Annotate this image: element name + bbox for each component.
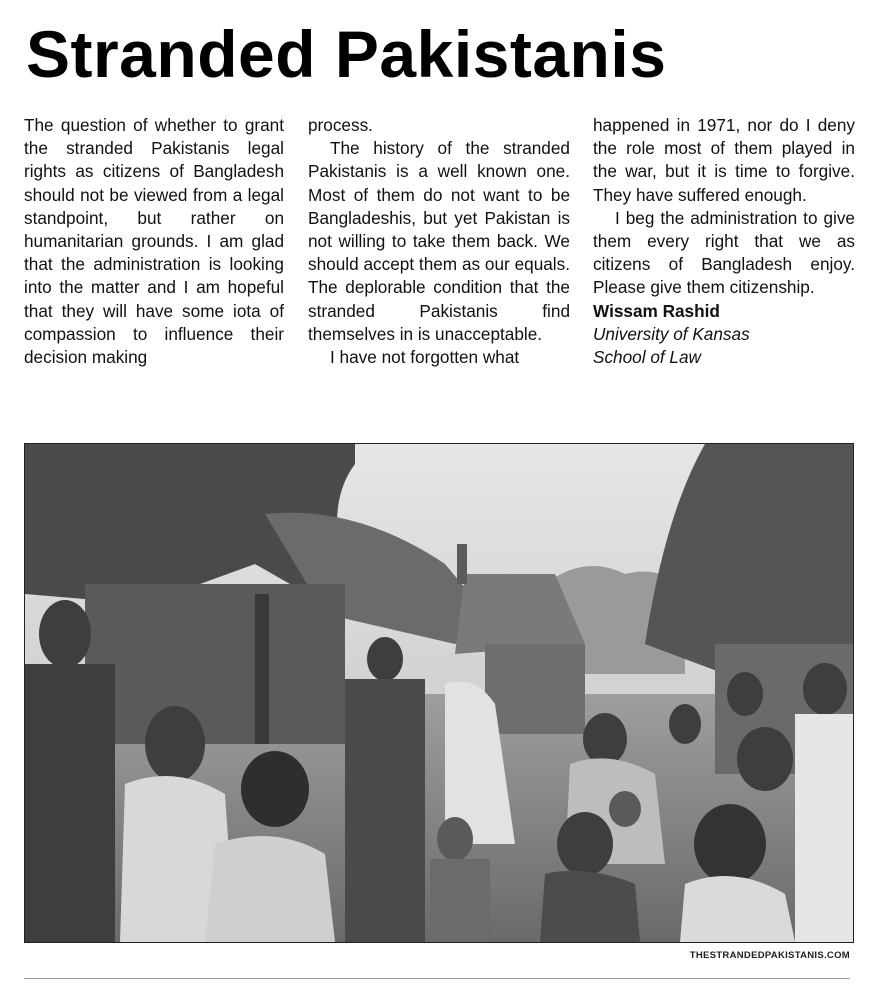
paragraph: process. [308, 115, 373, 135]
author-name: Wissam Rashid [593, 300, 720, 321]
paragraph: I beg the administration to give them every right that we as citizens of Bangladesh enjoy. Please give them citizenship. [593, 207, 855, 298]
article-column-2 [308, 114, 570, 369]
paragraph: happened in 1971, nor do I deny the role most of them played in the war, but it is time to forgive. They have suffered enough. [593, 115, 855, 205]
article-column-1 [24, 114, 284, 369]
article-column-3 [593, 114, 855, 369]
paragraph: The question of whether to grant the stranded Pakistanis legal rights as citizens of Bangladesh should not be viewed from a legal standpoint, but rather on humanitarian grounds. I am glad that the administration is looking into the matter and I am hopeful that they will have some iota of compassion to influence their decision making [24, 115, 284, 368]
author-school: School of Law [593, 347, 701, 368]
street-photo [24, 443, 854, 943]
paragraph: I have not forgotten what [330, 347, 520, 368]
left-hut-wall [85, 584, 345, 744]
paragraph: The history of the stranded Pakistanis is a well known one. Most of them do not want to be Bangladeshis, but yet Pakistan is not willing to take them back. We should accept them as our equals. The deplorable condition that the stranded Pakistanis find themselves in is unacceptable. [308, 138, 570, 344]
middle-hut-wall [485, 644, 585, 734]
bottom-divider [24, 978, 850, 979]
chimney [457, 544, 467, 584]
left-hut-post [255, 594, 269, 744]
article-title: Stranded Pakistanis [26, 17, 667, 91]
author-affiliation: University of Kansas [593, 323, 750, 344]
photo-credit: THESTRANDEDPAKISTANIS.COM [689, 950, 850, 961]
